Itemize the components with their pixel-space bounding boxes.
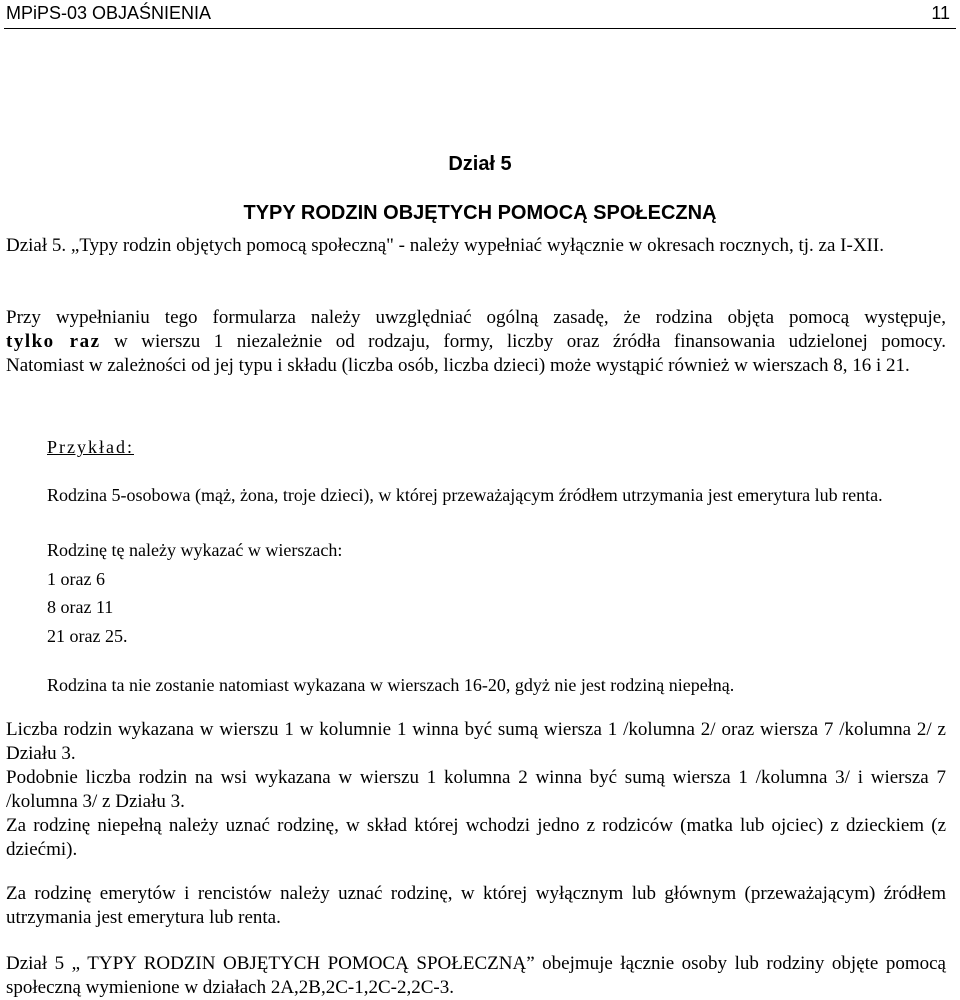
rule-section-scope: Dział 5 „ TYPY RODZIN OBJĘTYCH POMOCĄ SPOŁECZNĄ” obejmuje łącznie osoby lub rodziny objęte pomocą społeczną wymienione w działach 2A,2B,2C-1,2C-2,2C-3. (6, 953, 946, 998)
rule-pensioner-family: Za rodzinę emerytów i rencistów należy uznać rodzinę, w której wyłącznym lub głównym (przeważającym) źródłem utrzymania jest emerytura lub renta. (6, 883, 946, 928)
emphasis-only-once: tylko raz (6, 331, 101, 352)
example-row-3: 21 oraz 25. (47, 626, 128, 646)
page-header (0, 0, 960, 32)
example-label: Przykład: (47, 437, 134, 457)
intro-paragraph: Dział 5. „Typy rodzin objętych pomocą społeczną" - należy wypełniać wyłącznie w okresach rocznych, tj. za I-XII. (6, 235, 884, 256)
rule-line-2: w wierszu 1 niezależnie od rodzaju, formy, liczby oraz źródła finansowania udzielonej pomocy. (100, 331, 946, 352)
rule-sum-column-2: Podobnie liczba rodzin na wsi wykazana w wierszu 1 kolumna 2 winna być sumą wiersza 1 /kolumna 3/ i wiersza 7 /kolumna 3/ z Działu 3. (6, 767, 946, 812)
section-title: TYPY RODZIN OBJĘTYCH POMOCĄ SPOŁECZNĄ (243, 202, 717, 224)
rule-sum-column-1: Liczba rodzin wykazana w wierszu 1 w kolumnie 1 winna być sumą wiersza 1 /kolumna 2/ oraz wiersza 7 /kolumna 2/ z Działu 3. (6, 719, 946, 764)
page-number: 11 (931, 3, 950, 23)
section-label: Dział 5 (448, 153, 512, 175)
rule-continuation: Natomiast w zależności od jej typu i składu (liczba osób, liczba dzieci) może wystąpić również w wierszach 8, 16 i 21. (6, 355, 910, 376)
example-note: Rodzina ta nie zostanie natomiast wykazana w wierszach 16-20, gdyż nie jest rodziną niepełną. (47, 675, 735, 695)
header-rule (4, 28, 956, 29)
rule-line-1: Przy wypełnianiu tego formularza należy uwzględniać ogólną zasadę, że rodzina objęta pomocą występuje, (6, 307, 946, 328)
example-row-2: 8 oraz 11 (47, 597, 114, 617)
example-row-1: 1 oraz 6 (47, 569, 105, 589)
rule-paragraph (6, 306, 946, 378)
rule-single-parent-family: Za rodzinę niepełną należy uznać rodzinę, w skład której wchodzi jedno z rodziców (matka lub ojciec) z dzieckiem (z dziećmi). (6, 815, 946, 860)
example-text: Rodzina 5-osobowa (mąż, żona, troje dzieci), w której przeważającym źródłem utrzymania jest emerytura lub renta. (47, 485, 883, 505)
document-title: MPiPS-03 OBJAŚNIENIA (6, 3, 212, 23)
example-rows-intro: Rodzinę tę należy wykazać w wierszach: (47, 540, 343, 560)
